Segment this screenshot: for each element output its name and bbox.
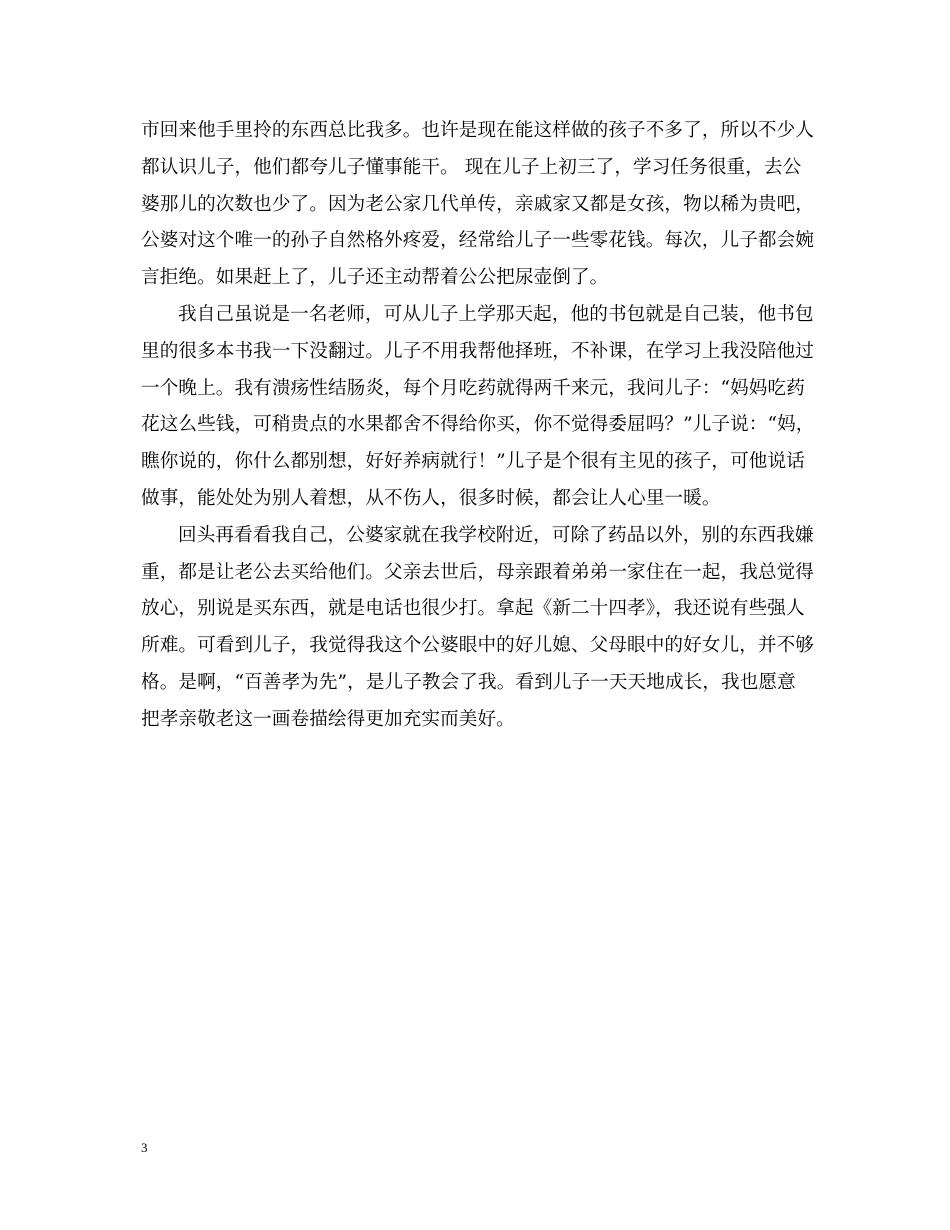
text-line: 做事，能处处为别人着想，从不伤人，很多时候，都会让人心里一暖。	[141, 487, 721, 509]
text-line: 放心，别说是买东西，就是电话也很少打。拿起《新二十四孝》，我还说有些强人	[141, 598, 805, 620]
text-line: 公婆对这个唯一的孙子自然格外疼爱，经常给儿子一些零花钱。每次，儿子都会婉	[141, 230, 814, 252]
text-line: 都认识儿子，他们都夸儿子懂事能干。 现在儿子上初三了，学习任务很重，去公	[141, 156, 802, 178]
page-number: 3	[141, 1140, 148, 1155]
text-line: 花这么些钱，可稍贵点的水果都舍不得给你买，你不觉得委屈吗？”儿子说：“妈，	[141, 414, 815, 436]
text-line: 里的很多本书我一下没翻过。儿子不用我帮他择班，不补课，在学习上我没陪他过	[141, 340, 814, 362]
text-line: 重，都是让老公去买给他们。父亲去世后，母亲跟着弟弟一家住在一起，我总觉得	[141, 561, 814, 583]
paragraph-3	[141, 518, 817, 739]
text-line: 婆那儿的次数也少了。因为老公家几代单传，亲戚家又都是女孩，物以稀为贵吧，	[141, 193, 814, 215]
text-line: 瞧你说的，你什么都别想，好好养病就行！”儿子是个很有主见的孩子，可他说话	[141, 451, 805, 473]
text-line-indented: 回头再看看我自己，公婆家就在我学校附近，可除了药品以外，别的东西我嫌	[178, 524, 814, 546]
text-line: 所难。可看到儿子，我觉得我这个公婆眼中的好儿媳、父母眼中的好女儿，并不够	[141, 635, 814, 657]
text-line: 把孝亲敬老这一画卷描绘得更加充实而美好。	[141, 708, 515, 730]
text-line: 格。是啊，“百善孝为先”，是儿子教会了我。看到儿子一天天地成长，我也愿意	[141, 671, 796, 693]
text-line: 市回来他手里拎的东西总比我多。也许是现在能这样做的孩子不多了，所以不少人	[141, 120, 814, 141]
text-line-indented: 我自己虽说是一名老师，可从儿子上学那天起，他的书包就是自己装，他书包	[178, 303, 814, 325]
text-line: 言拒绝。如果赶上了，儿子还主动帮着公公把尿壶倒了。	[141, 267, 609, 289]
paragraph-2	[141, 297, 817, 518]
paragraph-1	[141, 113, 817, 297]
document-body	[141, 113, 817, 739]
text-line: 一个晚上。我有溃疡性结肠炎，每个月吃药就得两千来元，我问儿子：“妈妈吃药	[141, 377, 805, 399]
